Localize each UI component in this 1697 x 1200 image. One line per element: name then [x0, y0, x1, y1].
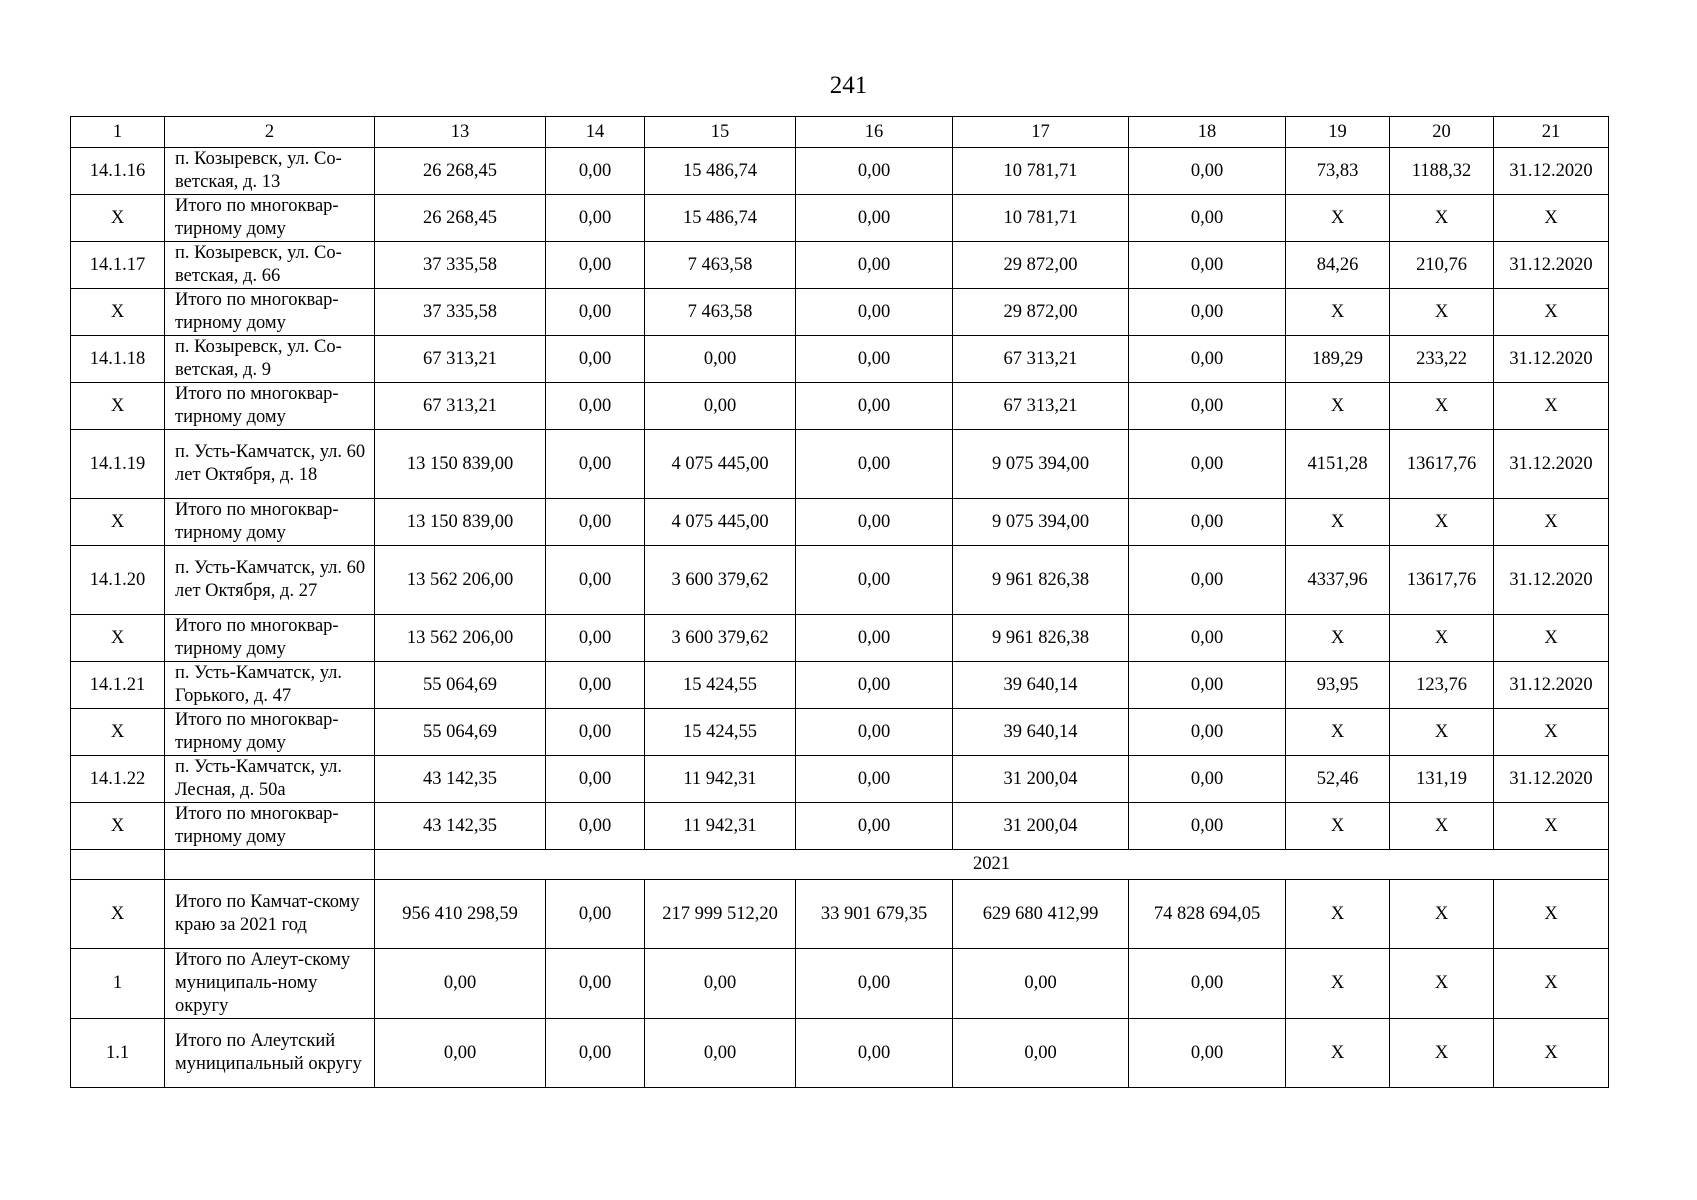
col19-cell: Х: [1286, 289, 1390, 336]
col13-cell: 956 410 298,59: [375, 880, 546, 949]
col21-cell: Х: [1494, 195, 1609, 242]
col15-cell: 15 424,55: [645, 662, 796, 709]
col18-cell: 0,00: [1129, 430, 1286, 499]
col16-cell: 0,00: [796, 803, 953, 850]
col19-cell: 73,83: [1286, 148, 1390, 195]
row-number: 14.1.17: [71, 242, 165, 289]
table-row: [71, 383, 1609, 430]
col13-cell: 43 142,35: [375, 756, 546, 803]
col18-cell: 0,00: [1129, 709, 1286, 756]
col16-cell: 0,00: [796, 430, 953, 499]
address-cell: п. Козыревск, ул. Со-ветская, д. 13: [165, 148, 375, 195]
empty-cell: [165, 850, 375, 880]
column-header: 16: [796, 117, 953, 148]
col14-cell: 0,00: [546, 615, 645, 662]
col21-cell: 31.12.2020: [1494, 756, 1609, 803]
row-number: 14.1.20: [71, 546, 165, 615]
address-cell: Итого по Алеут-скому муниципаль-ному округу: [165, 949, 375, 1019]
address-cell: Итого по многоквар-тирному дому: [165, 499, 375, 546]
address-cell: Итого по многоквар-тирному дому: [165, 289, 375, 336]
table-row: [71, 880, 1609, 949]
col16-cell: 33 901 679,35: [796, 880, 953, 949]
column-header-row: [71, 117, 1609, 148]
col18-cell: 0,00: [1129, 148, 1286, 195]
col20-cell: Х: [1390, 383, 1494, 430]
col18-cell: 0,00: [1129, 615, 1286, 662]
page-number: 241: [829, 72, 868, 99]
col16-cell: 0,00: [796, 499, 953, 546]
col16-cell: 0,00: [796, 148, 953, 195]
col13-cell: 13 150 839,00: [375, 499, 546, 546]
col20-cell: Х: [1390, 615, 1494, 662]
col19-cell: 84,26: [1286, 242, 1390, 289]
table-row: [71, 242, 1609, 289]
address-cell: Итого по многоквар-тирному дому: [165, 803, 375, 850]
col20-cell: 13617,76: [1390, 546, 1494, 615]
col15-cell: 11 942,31: [645, 803, 796, 850]
col17-cell: 31 200,04: [953, 803, 1129, 850]
col14-cell: 0,00: [546, 803, 645, 850]
col15-cell: 0,00: [645, 949, 796, 1019]
col14-cell: 0,00: [546, 430, 645, 499]
row-number: Х: [71, 289, 165, 336]
col13-cell: 26 268,45: [375, 195, 546, 242]
col14-cell: 0,00: [546, 148, 645, 195]
col18-cell: 0,00: [1129, 336, 1286, 383]
col18-cell: 0,00: [1129, 1019, 1286, 1088]
column-header: 20: [1390, 117, 1494, 148]
table-row: [71, 615, 1609, 662]
col21-cell: 31.12.2020: [1494, 336, 1609, 383]
year-label: 2021: [375, 850, 1609, 880]
col20-cell: Х: [1390, 803, 1494, 850]
col14-cell: 0,00: [546, 336, 645, 383]
col18-cell: 0,00: [1129, 383, 1286, 430]
col17-cell: 10 781,71: [953, 195, 1129, 242]
address-cell: Итого по многоквар-тирному дому: [165, 615, 375, 662]
col19-cell: 93,95: [1286, 662, 1390, 709]
col20-cell: 1188,32: [1390, 148, 1494, 195]
column-header: 1: [71, 117, 165, 148]
col19-cell: Х: [1286, 709, 1390, 756]
col20-cell: Х: [1390, 1019, 1494, 1088]
col20-cell: Х: [1390, 949, 1494, 1019]
column-header: 17: [953, 117, 1129, 148]
col15-cell: 3 600 379,62: [645, 546, 796, 615]
col21-cell: Х: [1494, 1019, 1609, 1088]
col15-cell: 0,00: [645, 336, 796, 383]
col20-cell: 13617,76: [1390, 430, 1494, 499]
col21-cell: 31.12.2020: [1494, 430, 1609, 499]
col13-cell: 67 313,21: [375, 383, 546, 430]
row-number: Х: [71, 709, 165, 756]
address-cell: Итого по многоквар-тирному дому: [165, 195, 375, 242]
col17-cell: 0,00: [953, 949, 1129, 1019]
col19-cell: Х: [1286, 615, 1390, 662]
column-header: 18: [1129, 117, 1286, 148]
col14-cell: 0,00: [546, 949, 645, 1019]
table-row: [71, 662, 1609, 709]
col14-cell: 0,00: [546, 546, 645, 615]
col18-cell: 0,00: [1129, 289, 1286, 336]
table-row: [71, 499, 1609, 546]
col13-cell: 55 064,69: [375, 662, 546, 709]
col16-cell: 0,00: [796, 242, 953, 289]
address-cell: Итого по многоквар-тирному дому: [165, 383, 375, 430]
data-table: [70, 116, 1609, 1088]
row-number: Х: [71, 803, 165, 850]
col18-cell: 0,00: [1129, 662, 1286, 709]
table-row: [71, 709, 1609, 756]
col14-cell: 0,00: [546, 756, 645, 803]
col17-cell: 29 872,00: [953, 242, 1129, 289]
address-cell: п. Усть-Камчатск, ул. Лесная, д. 50а: [165, 756, 375, 803]
col14-cell: 0,00: [546, 383, 645, 430]
row-number: Х: [71, 880, 165, 949]
col18-cell: 0,00: [1129, 756, 1286, 803]
column-header: 19: [1286, 117, 1390, 148]
col13-cell: 0,00: [375, 1019, 546, 1088]
col20-cell: Х: [1390, 880, 1494, 949]
col15-cell: 0,00: [645, 383, 796, 430]
row-number: 14.1.18: [71, 336, 165, 383]
col15-cell: 15 486,74: [645, 148, 796, 195]
col16-cell: 0,00: [796, 546, 953, 615]
col16-cell: 0,00: [796, 383, 953, 430]
address-cell: п. Усть-Камчатск, ул. 60 лет Октября, д. 18: [165, 430, 375, 499]
col15-cell: 4 075 445,00: [645, 430, 796, 499]
column-header: 21: [1494, 117, 1609, 148]
row-number: Х: [71, 195, 165, 242]
col16-cell: 0,00: [796, 195, 953, 242]
col20-cell: Х: [1390, 709, 1494, 756]
col21-cell: 31.12.2020: [1494, 662, 1609, 709]
col19-cell: Х: [1286, 949, 1390, 1019]
table-row: [71, 430, 1609, 499]
table-row: [71, 1019, 1609, 1088]
col17-cell: 9 961 826,38: [953, 546, 1129, 615]
col15-cell: 15 486,74: [645, 195, 796, 242]
col15-cell: 3 600 379,62: [645, 615, 796, 662]
col13-cell: 13 562 206,00: [375, 615, 546, 662]
table-row: [71, 803, 1609, 850]
col17-cell: 29 872,00: [953, 289, 1129, 336]
col19-cell: Х: [1286, 1019, 1390, 1088]
col21-cell: Х: [1494, 289, 1609, 336]
address-cell: п. Усть-Камчатск, ул. Горького, д. 47: [165, 662, 375, 709]
col17-cell: 67 313,21: [953, 336, 1129, 383]
col19-cell: Х: [1286, 499, 1390, 546]
col21-cell: Х: [1494, 803, 1609, 850]
col19-cell: 4337,96: [1286, 546, 1390, 615]
col20-cell: Х: [1390, 499, 1494, 546]
col17-cell: 9 075 394,00: [953, 430, 1129, 499]
row-number: Х: [71, 615, 165, 662]
col14-cell: 0,00: [546, 1019, 645, 1088]
col21-cell: Х: [1494, 709, 1609, 756]
table-row: [71, 546, 1609, 615]
col14-cell: 0,00: [546, 499, 645, 546]
col15-cell: 217 999 512,20: [645, 880, 796, 949]
col20-cell: Х: [1390, 195, 1494, 242]
col20-cell: 233,22: [1390, 336, 1494, 383]
col20-cell: Х: [1390, 289, 1494, 336]
col14-cell: 0,00: [546, 662, 645, 709]
col17-cell: 39 640,14: [953, 662, 1129, 709]
col14-cell: 0,00: [546, 289, 645, 336]
col17-cell: 629 680 412,99: [953, 880, 1129, 949]
col17-cell: 9 075 394,00: [953, 499, 1129, 546]
row-number: Х: [71, 499, 165, 546]
col13-cell: 13 562 206,00: [375, 546, 546, 615]
col13-cell: 55 064,69: [375, 709, 546, 756]
col21-cell: 31.12.2020: [1494, 242, 1609, 289]
col20-cell: 123,76: [1390, 662, 1494, 709]
col21-cell: Х: [1494, 880, 1609, 949]
col13-cell: 43 142,35: [375, 803, 546, 850]
col13-cell: 0,00: [375, 949, 546, 1019]
col14-cell: 0,00: [546, 880, 645, 949]
col20-cell: 210,76: [1390, 242, 1494, 289]
row-number: 14.1.16: [71, 148, 165, 195]
table-row: [71, 289, 1609, 336]
address-cell: п. Козыревск, ул. Со-ветская, д. 9: [165, 336, 375, 383]
empty-cell: [71, 850, 165, 880]
col17-cell: 67 313,21: [953, 383, 1129, 430]
col15-cell: 11 942,31: [645, 756, 796, 803]
col18-cell: 0,00: [1129, 546, 1286, 615]
col18-cell: 0,00: [1129, 803, 1286, 850]
col15-cell: 4 075 445,00: [645, 499, 796, 546]
col14-cell: 0,00: [546, 242, 645, 289]
col14-cell: 0,00: [546, 709, 645, 756]
row-number: 14.1.19: [71, 430, 165, 499]
col21-cell: Х: [1494, 383, 1609, 430]
col13-cell: 37 335,58: [375, 289, 546, 336]
col21-cell: Х: [1494, 499, 1609, 546]
col13-cell: 37 335,58: [375, 242, 546, 289]
col19-cell: 4151,28: [1286, 430, 1390, 499]
row-number: Х: [71, 383, 165, 430]
col17-cell: 39 640,14: [953, 709, 1129, 756]
col16-cell: 0,00: [796, 1019, 953, 1088]
col18-cell: 0,00: [1129, 499, 1286, 546]
address-cell: Итого по Камчат-скому краю за 2021 год: [165, 880, 375, 949]
address-cell: п. Усть-Камчатск, ул. 60 лет Октября, д. 27: [165, 546, 375, 615]
col16-cell: 0,00: [796, 709, 953, 756]
table-row: [71, 195, 1609, 242]
col17-cell: 31 200,04: [953, 756, 1129, 803]
col13-cell: 67 313,21: [375, 336, 546, 383]
col18-cell: 74 828 694,05: [1129, 880, 1286, 949]
col15-cell: 7 463,58: [645, 242, 796, 289]
col16-cell: 0,00: [796, 756, 953, 803]
col16-cell: 0,00: [796, 289, 953, 336]
col16-cell: 0,00: [796, 949, 953, 1019]
year-row: [71, 850, 1609, 880]
col21-cell: 31.12.2020: [1494, 148, 1609, 195]
col19-cell: 52,46: [1286, 756, 1390, 803]
col19-cell: Х: [1286, 383, 1390, 430]
column-header: 15: [645, 117, 796, 148]
col18-cell: 0,00: [1129, 949, 1286, 1019]
col19-cell: Х: [1286, 195, 1390, 242]
col15-cell: 15 424,55: [645, 709, 796, 756]
column-header: 14: [546, 117, 645, 148]
table-row: [71, 949, 1609, 1019]
address-cell: п. Козыревск, ул. Со-ветская, д. 66: [165, 242, 375, 289]
table-row: [71, 336, 1609, 383]
address-cell: Итого по Алеутский муниципальный округу: [165, 1019, 375, 1088]
col21-cell: 31.12.2020: [1494, 546, 1609, 615]
row-number: 1.1: [71, 1019, 165, 1088]
table-row: [71, 756, 1609, 803]
col14-cell: 0,00: [546, 195, 645, 242]
column-header: 13: [375, 117, 546, 148]
col21-cell: Х: [1494, 615, 1609, 662]
col19-cell: 189,29: [1286, 336, 1390, 383]
row-number: 1: [71, 949, 165, 1019]
col16-cell: 0,00: [796, 336, 953, 383]
col21-cell: Х: [1494, 949, 1609, 1019]
col18-cell: 0,00: [1129, 242, 1286, 289]
col18-cell: 0,00: [1129, 195, 1286, 242]
col15-cell: 0,00: [645, 1019, 796, 1088]
row-number: 14.1.21: [71, 662, 165, 709]
col19-cell: Х: [1286, 803, 1390, 850]
address-cell: Итого по многоквар-тирному дому: [165, 709, 375, 756]
col20-cell: 131,19: [1390, 756, 1494, 803]
col17-cell: 0,00: [953, 1019, 1129, 1088]
col17-cell: 10 781,71: [953, 148, 1129, 195]
col16-cell: 0,00: [796, 615, 953, 662]
col17-cell: 9 961 826,38: [953, 615, 1129, 662]
col16-cell: 0,00: [796, 662, 953, 709]
column-header: 2: [165, 117, 375, 148]
col13-cell: 26 268,45: [375, 148, 546, 195]
table-row: [71, 148, 1609, 195]
col13-cell: 13 150 839,00: [375, 430, 546, 499]
col19-cell: Х: [1286, 880, 1390, 949]
row-number: 14.1.22: [71, 756, 165, 803]
col15-cell: 7 463,58: [645, 289, 796, 336]
